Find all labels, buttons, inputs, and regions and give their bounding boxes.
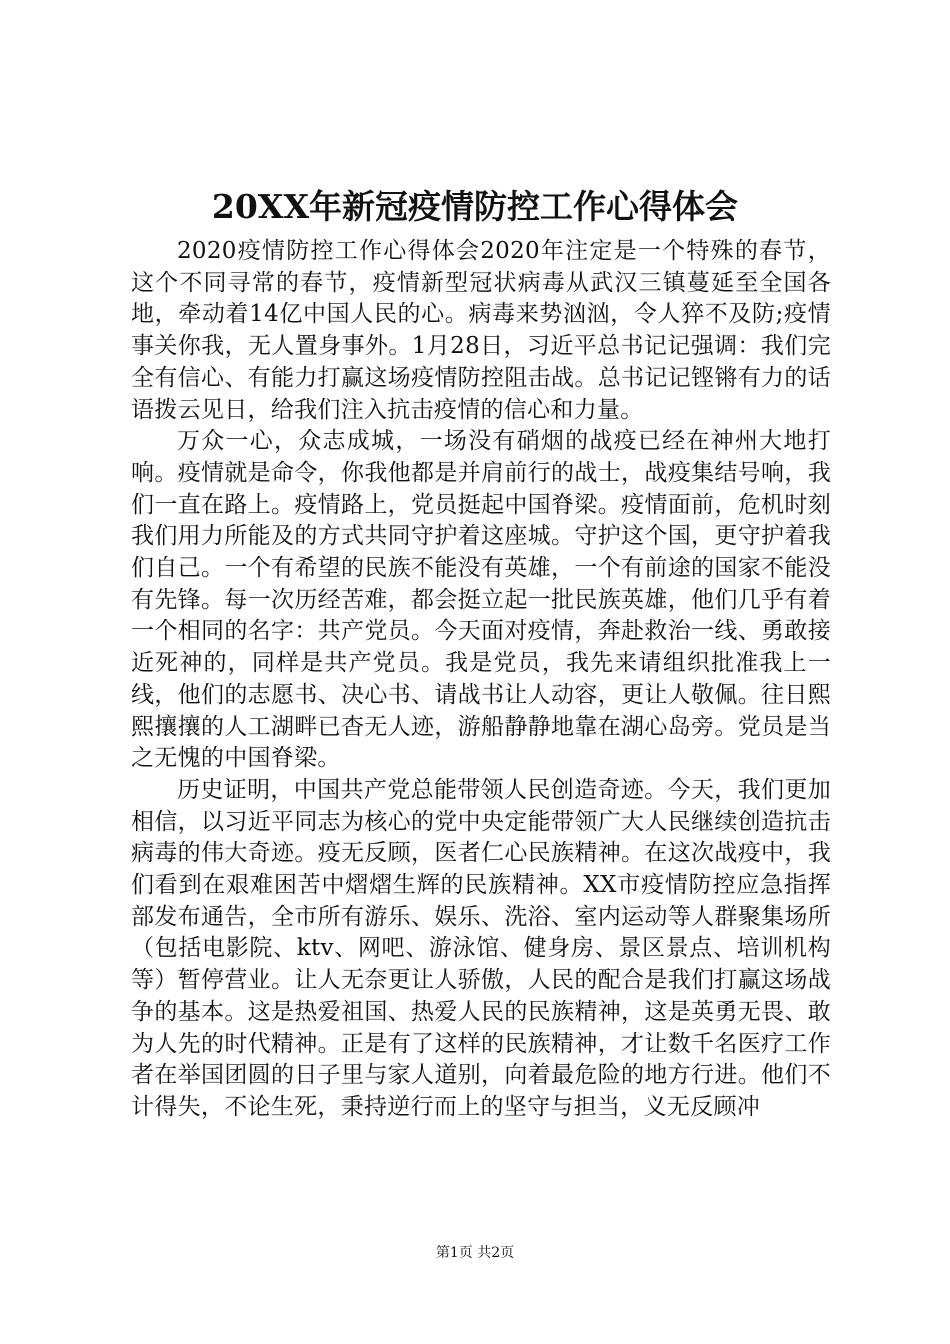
- document-body: [131, 236, 831, 1124]
- page-number-footer: 第1页 共2页: [435, 1245, 515, 1261]
- document-title: 20XX年新冠疫情防控工作心得体会: [211, 187, 739, 226]
- paragraph-3: 历史证明，中国共产党总能带领人民创造奇迹。今天，我们更加相信，以习近平同志为核心的党中央定能带领广大人民继续创造抗击病毒的伟大奇迹。疫无反顾，医者仁心民族精神。在这次战疫中，我们看到在艰难困苦中熠熠生辉的民族精神。XX市疫情防控应急指挥部发布通告，全市所有游乐、娱乐、洗浴、室内运动等人群聚集场所（包括电影院、ktv、网吧、游泳馆、健身房、景区景点、培训机构等）暂停营业。让人无奈更让人骄傲，人民的配合是我们打赢这场战争的基本。这是热爱祖国、热爱人民的民族精神，这是英勇无畏、敢为人先的时代精神。正是有了这样的民族精神，才让数千名医疗工作者在举国团圆的日子里与家人道别，向着最危险的地方行进。他们不计得失，不论生死，秉持逆行而上的坚守与担当，义无反顾冲: [131, 776, 831, 1120]
- paragraph-2: 万众一心，众志成城，一场没有硝烟的战疫已经在神州大地打响。疫情就是命令，你我他都是并肩前行的战士，战疫集结号响，我们一直在路上。疫情路上，党员挺起中国脊梁。疫情面前，危机时刻我们用力所能及的方式共同守护着这座城。守护这个国，更守护着我们自己。一个有希望的民族不能没有英雄，一个有前途的国家不能没有先锋。每一次历经苦难，都会挺立起一批民族英雄，他们几乎有着一个相同的名字：共产党员。今天面对疫情，奔赴救治一线、勇敢接近死神的，同样是共产党员。我是党员，我先来请组织批准我上一线，他们的志愿书、决心书、请战书让人动容，更让人敬佩。往日熙熙攘攘的人工湖畔已杳无人迹，游船静静地靠在湖心岛旁。党员是当之无愧的中国脊梁。: [131, 428, 831, 772]
- paragraph-1: 2020疫情防控工作心得体会2020年注定是一个特殊的春节，这个不同寻常的春节，疫情新型冠状病毒从武汉三镇蔓延至全国各地，牵动着14亿中国人民的心。病毒来势汹汹，令人猝不及防;疫情事关你我，无人置身事外。1月28日，习近平总书记记强调：我们完全有信心、有能力打赢这场疫情防控阻击战。总书记记铿锵有力的话语拨云见日，给我们注入抗击疫情的信心和力量。: [131, 238, 831, 423]
